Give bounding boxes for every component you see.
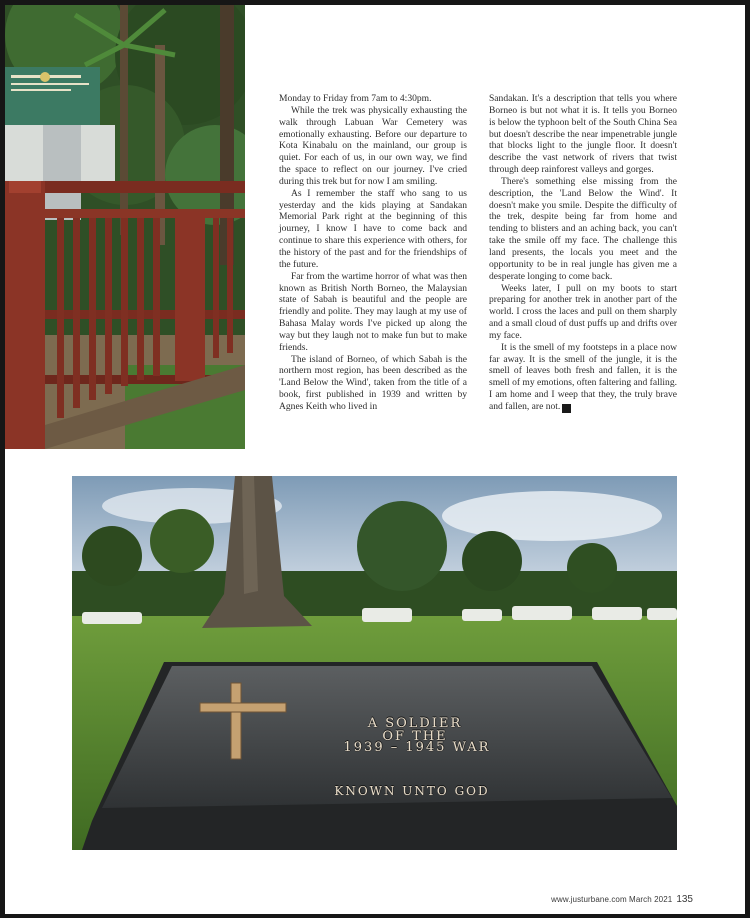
plaque-inscription-line-3: 1939 – 1945 WAR <box>343 740 491 755</box>
paragraph: While the trek was physically exhausting the walk through Labuan War Cemetery was emotionally exhausting. Before our departure to Kota Kinabalu on the mainland, our group is quiet. For each of us, in our own way, we find the space to reflect on our journey. I've cried during this trek but for now I am smiling. <box>279 104 467 187</box>
end-of-article-icon: U <box>562 404 571 413</box>
grave-marker-photo <box>72 476 677 850</box>
paragraph: The island of Borneo, of which Sabah is the northern most region, has been described as the 'Land Below the Wind', taken from the title of a book, first published in 1939 and written by Agnes Keith who lived in <box>279 353 467 412</box>
magazine-page <box>5 5 745 914</box>
paragraph: Monday to Friday from 7am to 4:30pm. <box>279 93 432 104</box>
paragraph <box>489 342 677 413</box>
plaque-epitaph: KNOWN UNTO GOD <box>334 784 490 798</box>
article-column-1 <box>279 93 467 413</box>
paragraph: Sandakan. It's a description that tells you where Borneo is but not what it is. It tells you Borneo is below the typhoon belt of the South China Sea but doesn't describe the near impenetrable jungle that blocks light to the jungle floor. It doesn't describe the vast network of rivers that twist through deep rainforest valleys and gorges. <box>489 93 677 176</box>
paragraph: There's something else missing from the description, the 'Land Below the Wind'. It doesn't make you smile. Despite the difficulty of the trek, despite being far from home and tending to blisters and an aching back, you can't take the smile off my face. The challenge this land presents, the locals you meet and the opportunity to be in real jungle has given me a desperate longing to come back. <box>489 175 677 282</box>
plaque-inscription-line-2: OF THE <box>382 729 448 744</box>
article-column-2 <box>489 93 677 413</box>
footer-issue: www.justurbane.com March 2021 <box>551 895 673 904</box>
park-fence-photo <box>5 5 245 449</box>
page-footer <box>551 889 693 907</box>
plaque-inscription-line-1: A SOLDIER <box>367 716 463 731</box>
paragraph: Weeks later, I pull on my boots to start preparing for another trek in another part of the world. I cross the laces and pull on them sharply and a small cloud of dust puffs up and drifts over my face. <box>489 282 677 341</box>
paragraph: Far from the wartime horror of what was then known as British North Borneo, the Malaysian state of Sabah is beautiful and the people are friendly and polite. They may laugh at my use of Bahasa Malay words I've picked up along the way but they laugh not to make fun but to make friends. <box>279 270 467 353</box>
page-number: 135 <box>676 894 693 905</box>
park-fence-illustration <box>5 5 245 449</box>
paragraph: As I remember the staff who sang to us yesterday and the kids playing at Sandakan Memorial Park right at the beginning of this journey, I know I have to come back and continue to share this experience with others, for the history of the past and for the friendships of the future. <box>279 187 467 270</box>
paragraph-text: It is the smell of my footsteps in a place now far away. It is the smell of the jungle, it is the smell of leaves both fresh and fallen, it is the smell of my emotions, often faltering and falling. I am home and I weep that they, the truly brave and fallen, are not. <box>489 341 677 412</box>
